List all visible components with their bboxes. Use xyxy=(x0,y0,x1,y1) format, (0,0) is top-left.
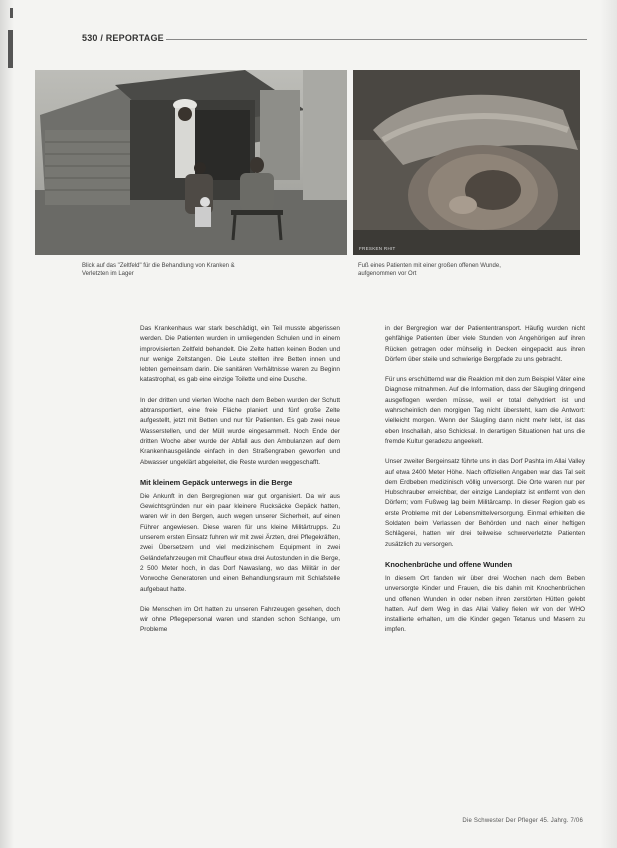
section-heading: Knochenbrüche und offene Wunden xyxy=(385,559,513,569)
spine-mark xyxy=(10,8,13,18)
article-column-left xyxy=(140,324,340,646)
article-paragraph: In der dritten und vierten Woche nach dem Beben wurden der Schutt abtransportiert, eine freie Fläche planiert und fünf große Zelte aufgestellt, jetzt mit Betten und nur für Patienten. Es gab zwei neue Wasserstellen, und der Müll wurde eingesammelt. Noch Ende der dritten Woche aber wurde der Abfall aus den Ambulanzen auf dem Krankenhausgelände einfach in den Straßengraben geworfen und Abwasser ungeklärt abgeleitet, die Reste wurden weggeschafft. xyxy=(140,396,340,466)
hut-scene-image xyxy=(35,70,347,255)
spine-mark xyxy=(8,30,13,68)
header-rule xyxy=(166,39,587,40)
section-heading: Mit kleinem Gepäck unterwegs in die Berge xyxy=(140,477,293,487)
photo-caption-right: Fuß eines Patienten mit einer großen offenen Wunde, aufgenommen vor Ort xyxy=(358,263,501,277)
photo-credit: FRESKEN RHIT xyxy=(359,246,396,251)
article-paragraph: Unser zweiter Bergeinsatz führte uns in das Dorf Pashta im Allai Valley auf etwa 2400 Meter Höhe. Nach offiziellen Angaben war das Tal seit dem Erdbeben medizinisch völlig unversorgt. Die Orte waren nur per Hubschrauber erreichbar, der einzige Landeplatz ist entfernt von den Dörfern; vom Fußweg lag beim Militärcamp. In dieser Region gab es erste Probleme mit der Lebensmittelversorgung. Einmal erhielten die Soldaten beim Verlassen der Behörden und nach einer heftigen Schlägerei, hatten wir drei teilweise schwerverletzte Patienten zusätzlich zu versorgen. xyxy=(385,458,585,548)
article-paragraph: in der Bergregion war der Patiententransport. Häufig wurden nicht gehfähige Patienten über viele Stunden von Angehörigen auf ihren Rücken getragen oder mühselig in Decken eingepackt aus ihren Dörfern über steile und schwierige Bergpfade zu uns gebracht. xyxy=(385,325,585,363)
photo-caption-left: Blick auf das "Zeltfeld" für die Behandlung von Kranken & Verletzten im Lager xyxy=(82,263,235,277)
running-header xyxy=(82,33,587,47)
article-paragraph: In diesem Ort fanden wir über drei Wochen nach dem Beben unversorgte Kinder und Frauen, die bis dahin mit Knochenbrüchen und offenen Wunden in oder neben ihren zerstörten Hütten gelebt hatten. Auf dem Weg in das Allai Valley fielen wir von der WHO installierte erhalten, um die Kinder gegen Tetanus und Masern zu impfen. xyxy=(385,574,585,634)
article-paragraph: Die Menschen im Ort hatten zu unseren Fahrzeugen gesehen, doch wir ohne Pflegepersonal waren und standen schon Schlange, um Probleme xyxy=(140,605,340,634)
article-column-right xyxy=(385,324,585,646)
article-paragraph: Das Krankenhaus war stark beschädigt, ein Teil musste abgerissen werden. Die Patienten wurden in umliegenden Schulen und in einem improvisierten Zeltfeld behandelt. Die Zelte hatten keinen Boden und nur wenige Zeltstangen. Die Leute stellten ihre Betten innen und lebten gemeinsam darin. Die sanitären Verhältnisse waren zu Beginn katastrophal, es gab eine einzige Toilette und eine Dusche. xyxy=(140,325,340,384)
page-footer: Die Schwester Der Pfleger 45. Jahrg. 7/06 xyxy=(462,818,583,824)
article-paragraph: Für uns erschütternd war die Reaktion mit den zum Beispiel Väter eine Diagnose mitnahmen. Auf die Information, dass der Säugling dringend ausgeflogen werden müsse, weil er total dehydriert ist und wahrscheinlich den morgigen Tag nicht übersteht, kam die Antwort: vielleicht morgen. Wenn der Säugling dann nicht mehr lebt, ist das eben Inschallah, also Schicksal. In derartigen Situationen hat uns die fremde Kultur geradezu angeekelt. xyxy=(385,376,585,445)
photo-hut-scene xyxy=(35,70,347,255)
wound-closeup-image xyxy=(353,70,580,255)
photo-wound-closeup xyxy=(353,70,580,255)
page-number-label: 530 / REPORTAGE xyxy=(82,33,164,43)
article-paragraph: Die Ankunft in den Bergregionen war gut organisiert. Da wir aus Gewichtsgründen nur ein paar kleinere Rucksäcke Gepäck hatten, waren wir in den Bergen, auch wegen unserer Sicherheit, auf einen Führer angewiesen. Diese waren für uns kleine Militärtrupps. Zu unserem ersten Einsatz fuhren wir mit zwei Ärzten, drei Pflegekräften, zwei Übersetzern und viel medizinischem Equipment in zwei Geländefahrzeugen mit Chauffeur etwa drei Autostunden in die Berge, 2 500 Meter hoch, in das Dorf Nawaslang, wo das Militär in der Vorwoche Generatoren und einen Behandlungsraum mit Schlafstelle aufgebaut hatte. xyxy=(140,492,340,593)
